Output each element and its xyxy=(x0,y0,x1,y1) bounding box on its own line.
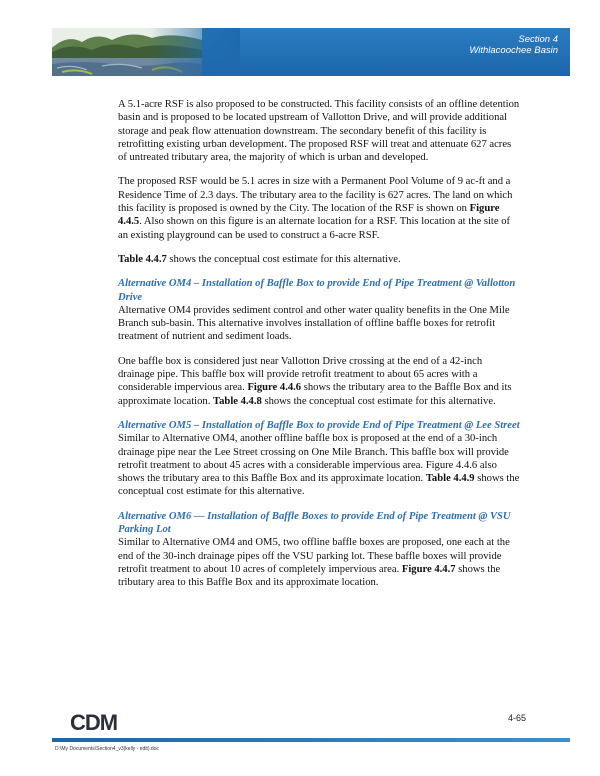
text-segment: The proposed RSF would be 5.1 acres in size with a Permanent Pool Volume of 9 ac-ft and a Residence Time of 2.3 days. The tributary area to the facility is 627 acres. The land on which this facility is proposed is owned by the City. The location of the RSF is shown on xyxy=(118,176,513,215)
text-segment: Similar to Alternative OM4, another offline baffle box is proposed at the end of a 30-inch drainage pipe near the Lee Street crossing on One Mile Branch. This baffle box will provide retrofit treatment to about 45 acres with a considerable impervious area. Figure 4.4.6 also shows the tributary area to this Baffle Box and its approximate location. xyxy=(118,433,509,485)
heading-alternative-om6: Alternative OM6 –– Installation of Baffle Boxes to provide End of Pipe Treatment @ VSU Parking Lot xyxy=(118,510,511,536)
paragraph-om4-intro: Alternative OM4 provides sediment control and other water quality benefits in the One Mile Branch sub-basin. This alternative involves installation of offline baffle boxes for retrofit treatment of nutrient and sediment loads. xyxy=(118,304,510,343)
table-ref-4-4-8: Table 4.4.8 xyxy=(213,395,262,407)
paragraph-table-ref xyxy=(118,253,520,266)
text-segment: shows the conceptual cost estimate for this alternative. xyxy=(118,473,520,498)
figure-ref-4-4-5: Figure 4.4.5 xyxy=(118,203,500,228)
figure-ref-4-4-7: Figure 4.4.7 xyxy=(401,563,456,575)
paragraph-rsf-details xyxy=(118,175,520,241)
text-segment: shows the tributary area to this Baffle Box and its approximate location. xyxy=(118,563,501,589)
text-segment: One baffle box is considered just near Vallotton Drive crossing at the end of a 42-inch drainage pipe. This baffle box will provide retrofit treatment to about 65 acres with a considerable impervious area. xyxy=(118,355,483,394)
table-ref-4-4-7: Table 4.4.7 xyxy=(118,253,167,265)
paragraph-om6-details xyxy=(118,536,520,589)
text-segment: shows the conceptual cost estimate for this alternative. xyxy=(261,395,496,407)
document-body xyxy=(118,98,520,601)
paragraph-om4-details xyxy=(118,355,520,408)
text-segment: shows the tributary area to the Baffle Box and its approximate location. xyxy=(118,382,512,407)
heading-alternative-om5: Alternative OM5 – Installation of Baffle Box to provide End of Pipe Treatment @ Lee Street xyxy=(118,419,520,431)
section-label: Section 4 xyxy=(518,34,558,45)
text-segment: shows the conceptual cost estimate for this alternative. xyxy=(166,253,401,265)
paragraph-rsf-intro: A 5.1-acre RSF is also proposed to be constructed. This facility consists of an offline detention basin and is proposed to be located upstream of Vallotton Drive, and will provide additional storage and peak flow attenuation downstream. The secondary benefit of this facility is retrofitting existing urban development. The proposed RSF will treat and attenuate 627 acres of untreated tributary area, the majority of which is urban and developed. xyxy=(118,99,520,164)
figure-ref-4-4-6: Figure 4.4.6 xyxy=(247,382,302,394)
text-segment: Similar to Alternative OM4 and OM5, two offline baffle boxes are proposed, one each at the end of the 30-inch drainage pipes off the VSU parking lot. These baffle boxes will provide retrofit treatment to about 10 acres of completely impervious area. xyxy=(118,537,510,575)
header-photo-fade xyxy=(150,28,240,76)
heading-alternative-om4: Alternative OM4 – Installation of Baffle Box to provide End of Pipe Treatment @ Vallotton Drive xyxy=(118,278,516,303)
file-path: D:\My Documents\Section4_v3(kelly - edit).doc xyxy=(55,746,159,752)
paragraph-om5-details xyxy=(118,432,520,498)
footer-rule xyxy=(52,738,570,742)
table-ref-4-4-9: Table 4.4.9 xyxy=(425,473,475,485)
cdm-logo: CDM xyxy=(70,710,118,735)
text-segment: . Also shown on this figure is an alternate location for a RSF. This location at the site of an existing playground can be used to construct a 6-acre RSF. xyxy=(118,216,511,241)
header-title xyxy=(469,34,558,56)
basin-label: Withlacoochee Basin xyxy=(469,45,558,56)
page-number: 4-65 xyxy=(508,713,527,723)
